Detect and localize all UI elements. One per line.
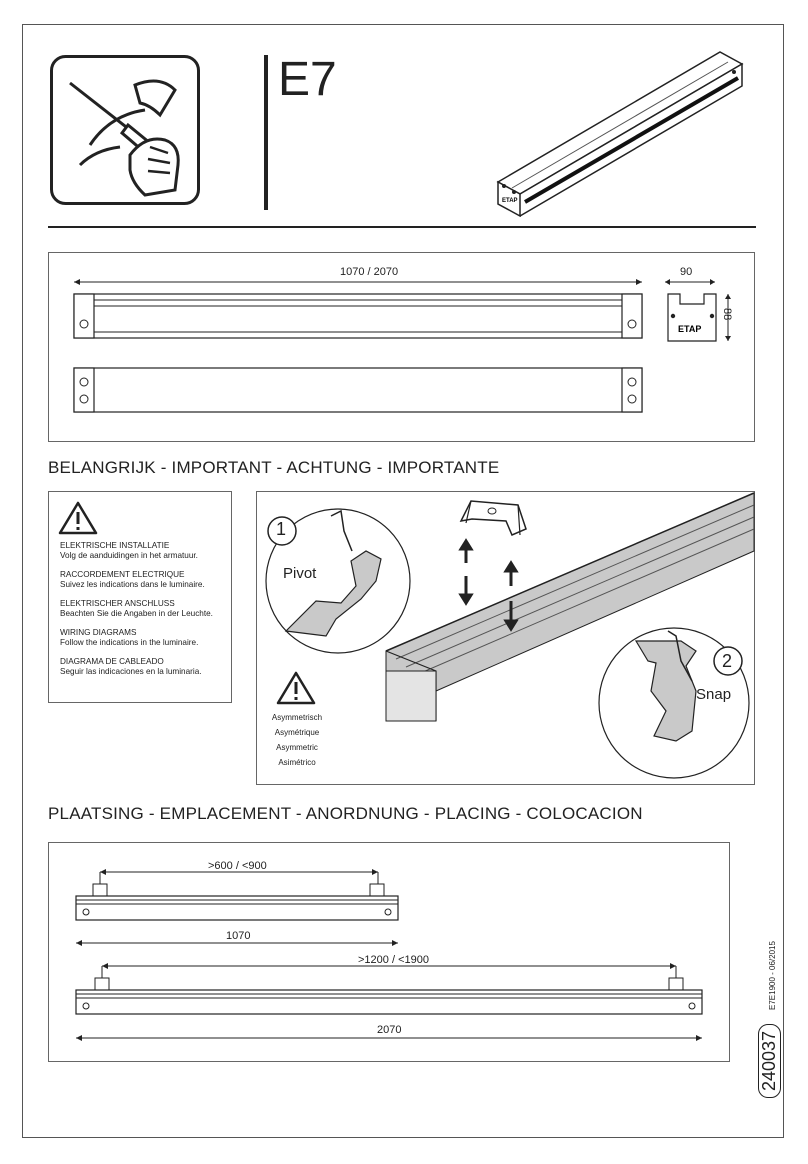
- width-dimension-label: 90: [680, 266, 693, 278]
- warning-item: ELEKTRISCHE INSTALLATIE Volg de aanduidingen in het armatuur.: [60, 541, 198, 560]
- short-length-label: 1070: [226, 930, 251, 942]
- height-dimension-label: 88: [721, 308, 733, 321]
- step-1-number: 1: [276, 519, 287, 539]
- step-1-label: Pivot: [283, 565, 317, 582]
- asymmetric-note: Asymmetrisch Asymétrique Asymmetric Asimétrico: [271, 713, 323, 767]
- step-2-number: 2: [722, 651, 733, 671]
- end-profile-brand: ETAP: [678, 324, 702, 334]
- svg-text:ETAP: ETAP: [502, 198, 518, 204]
- header-divider: [264, 55, 268, 210]
- placing-heading: PLAATSING - EMPLACEMENT - ANORDNUNG - PLACING - COLOCACION: [48, 804, 643, 823]
- wiring-warning-list: [60, 541, 230, 686]
- long-length-label: 2070: [377, 1024, 402, 1036]
- header-rule: [48, 226, 756, 228]
- warning-item: ELEKTRISCHER ANSCHLUSS Beachten Sie die Angaben in der Leuchte.: [60, 599, 213, 618]
- document-reference: E7E1900 - 06/2015: [768, 941, 777, 1010]
- short-spacing-label: >600 / <900: [208, 860, 267, 872]
- tools-pictogram-icon: [50, 55, 200, 205]
- warning-item: DIAGRAMA DE CABLEADO Seguir las indicaciones en la luminaria.: [60, 657, 202, 676]
- long-spacing-label: >1200 / <1900: [358, 954, 429, 966]
- document-number: 240037: [758, 1024, 781, 1098]
- product-code: E7: [278, 53, 337, 106]
- warning-item: WIRING DIAGRAMS Follow the indications in the luminaire.: [60, 628, 199, 647]
- important-heading: BELANGRIJK - IMPORTANT - ACHTUNG - IMPORTANTE: [48, 458, 500, 477]
- dimension-drawing: [48, 252, 755, 442]
- warning-triangle-icon: [58, 501, 98, 535]
- luminaire-isometric-drawing: [490, 42, 750, 217]
- step-2-label: Snap: [696, 686, 732, 703]
- length-dimension-label: 1070 / 2070: [340, 266, 399, 278]
- warning-item: RACCORDEMENT ELECTRIQUE Suivez les indications dans le luminaire.: [60, 570, 205, 589]
